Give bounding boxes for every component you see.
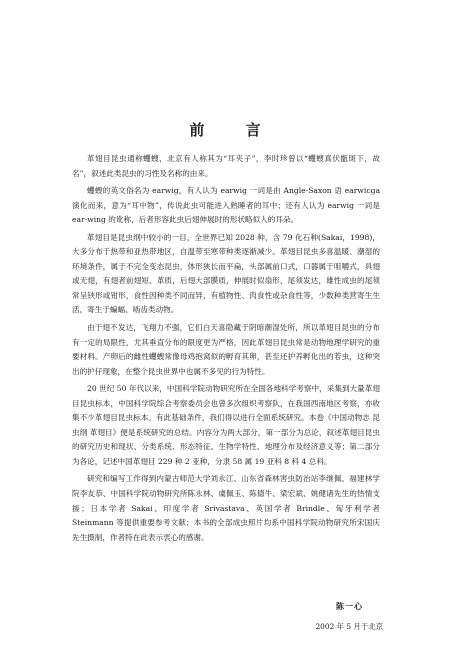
page-title: 前 言 — [189, 121, 279, 139]
paragraph: 蠼螋的英文俗名为 earwig，有人认为 earwig 一词是由 Angle-Saxon 语 earwicga 演化而来，意为“耳中物”，传说此虫可能进入熟睡者的耳中；还有人认为 earwig 一词是 ear-wing 的讹称，后者形容此虫后翅伸展时的形状略似人的耳朵。 — [72, 186, 380, 225]
paragraph: 革翅目是昆虫纲中较小的一目，全世界已知 2028 种，含 79 化石种(Sakai，1998)，大多分布于热带和亚热带地区，自温带至寒带种类逐渐减少。革翅目昆虫多喜温暖、潮湿的环境条件，属于不完全变态昆虫，体形狭长而平扁，头部属前口式，口器属于咀嚼式，具翅或无翅，有翅者前翅短、革质，后翅大部膜质，伸展时似扇形，尾须发达，雄性成虫的尾须常呈铗形或钳形，食性因种类不同而异，有植物性、肉食性或杂食性等，少数种类营寄生生活，寄生于蝙蝠、啮齿类动物。 — [72, 232, 380, 315]
paragraph: 革翅目昆虫通称蠼螋，北京有人称其为“耳夹子”，李时珍曾以“蠼螋真伏甑斑下，故名”，叙述此类昆虫的习性及名称的由来。 — [72, 154, 380, 178]
author-signature: 陈一心 — [336, 602, 363, 611]
signature-date: 2002 年 5 月于北京 — [315, 622, 383, 631]
paragraph: 研究和编写工作得到内蒙古师范大学刘永江、山东省森林害虫防治站李继佩、福建林学院李友恭、中国科学院动物研究所陈永林、虞佩玉、陈德牛、梁宏斌、姚健诸先生的热情支援；日本学者 Sakai、印度学者 Srivastava、英国学者 Brindle、匈牙利学者 Steinmann 等提供重要参考文献；本书的全部成虫照片均系中国科学院动物研究所宋国庆先生摄制，作者特在此表示衷心的感谢。 — [72, 474, 380, 542]
preface-body — [72, 152, 380, 545]
paragraph: 20 世纪 50 年代以来，中国科学院动物研究所在全国各地科学考察中，采集到大量革翅目昆虫标本，中国科学院综合考察委员会也曾多次组织考察队，在我国西南地区考察，亦收集不少革翅目昆虫标本。有此基础条件，我们得以进行全面系统研究。本卷《中国动物志 昆虫纲 革翅目》便是系统研究的总结。内容分为两大部分，第一部分为总论，叙述革翅目昆虫的研究历史和现状、分类系统、形态特征、生物学特性、地理分布及经济意义等；第二部分为各论，记述中国革翅目 229 种 2 亚种，分隶 58 属 19 亚科 8 科 4 总科。 — [72, 384, 380, 466]
paragraph: 由于翅不发达，飞翔力不强，它们白天喜隐藏于阴暗潮湿处所，所以革翅目昆虫的分布有一定的局限性，尤其垂直分布的限度更为严格，因此革翅目昆虫常是动物地理学研究的重要材料。产卵后的雌性蠼螋常像母鸡抱窝似的孵育其卵，甚至还护养孵化出的若虫，这种突出的护仔现象，在整个昆虫世界中也属不多见的行为特性。 — [72, 323, 380, 376]
